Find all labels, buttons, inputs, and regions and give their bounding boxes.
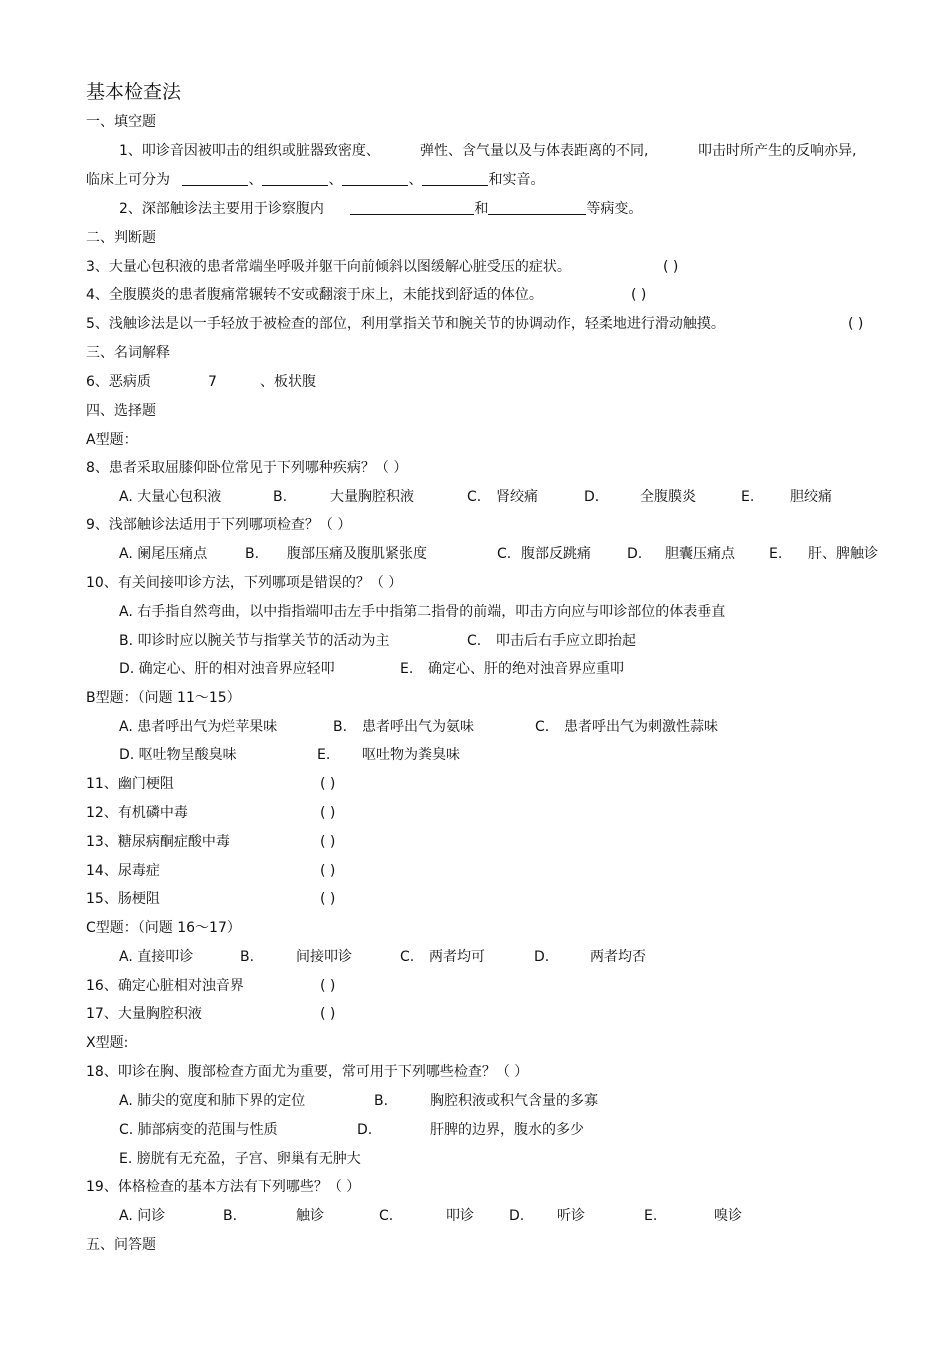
q3-text: 3、大量心包积液的患者常端坐呼吸并躯干向前倾斜以图缓解心脏受压的症状。 <box>86 259 571 275</box>
q18-option-a: A. 肺尖的宽度和肺下界的定位 <box>119 1093 306 1109</box>
answer-blank <box>342 171 408 186</box>
b-option-a: A. 患者呼出气为烂苹果味 <box>119 719 278 735</box>
q5-paren: ( ) <box>848 316 864 332</box>
q9-option: 胆囊压痛点 <box>665 546 735 562</box>
section-heading-choice: 四、选择题 <box>86 403 156 419</box>
q19-option: A. 问诊 <box>119 1208 166 1224</box>
c-option-label: C. <box>400 949 415 965</box>
q10-option-a: A. 右手指自然弯曲，以中指指端叩击左手中指第二指骨的前端，叩击方向应与叩诊部位的体表垂直 <box>119 604 726 620</box>
q2-and: 和 <box>474 201 489 217</box>
q4-text: 4、全腹膜炎的患者腹痛常辗转不安或翻滚于床上，未能找到舒适的体位。 <box>86 287 543 303</box>
c-option: 两者均可 <box>429 949 485 965</box>
section-heading-judge: 二、判断题 <box>86 230 156 246</box>
b-option-b: 患者呼出气为氨味 <box>362 719 474 735</box>
b-option-label: C. <box>535 719 550 735</box>
b-item-paren: ( ) <box>320 805 336 821</box>
q9-option: A. 阑尾压痛点 <box>119 546 208 562</box>
c-option: 两者均否 <box>590 949 646 965</box>
q18-option-c: C. 肺部病变的范围与性质 <box>119 1122 278 1138</box>
q8-option: 胆绞痛 <box>790 489 832 505</box>
c-item: 17、大量胸腔积液 <box>86 1006 202 1022</box>
c-item-paren: ( ) <box>320 978 336 994</box>
q8-option-label: E. <box>741 489 755 505</box>
q1-text-b: 弹性、含气量以及与体表距离的不同, <box>420 143 649 159</box>
b-option-d: D. 呕吐物呈酸臭味 <box>119 747 237 763</box>
q19-option: 触诊 <box>296 1208 324 1224</box>
q10-option-label: E. <box>400 661 414 677</box>
q18-option-label: D. <box>357 1122 373 1138</box>
c-option-label: B. <box>240 949 255 965</box>
q19-option-label: C. <box>379 1208 394 1224</box>
section-heading-terms: 三、名词解释 <box>86 345 170 361</box>
q7-number: 7 <box>208 374 217 390</box>
b-option-label: E. <box>317 747 331 763</box>
c-item-paren: ( ) <box>320 1006 336 1022</box>
c-option: 间接叩诊 <box>296 949 352 965</box>
q8-option-label: D. <box>584 489 600 505</box>
section-heading-qa: 五、问答题 <box>86 1237 156 1253</box>
q10-option-label: C. <box>467 633 482 649</box>
q1-text-c: 叩击时所产生的反响亦异, <box>698 143 857 159</box>
answer-blank <box>182 171 248 186</box>
q19-option: 叩诊 <box>446 1208 474 1224</box>
b-item-paren: ( ) <box>320 863 336 879</box>
q8-option: 肾绞痛 <box>496 489 538 505</box>
q9-option-label: C. <box>497 546 512 562</box>
q18-option-label: B. <box>374 1093 389 1109</box>
blank-separator: 、 <box>408 172 423 188</box>
answer-blank <box>422 171 488 186</box>
b-item: 13、糖尿病酮症酸中毒 <box>86 834 230 850</box>
x-type-heading: X型题: <box>86 1035 129 1051</box>
b-option-c: 患者呼出气为刺激性蒜味 <box>564 719 718 735</box>
section-heading-fill: 一、填空题 <box>86 114 156 130</box>
b-option-label: B. <box>333 719 348 735</box>
b-option-e: 呕吐物为粪臭味 <box>362 747 460 763</box>
q8-text: 8、患者采取屈膝仰卧位常见于下列哪种疾病？（ ） <box>86 460 408 476</box>
q4-paren: ( ) <box>631 287 647 303</box>
q19-option: 听诊 <box>557 1208 585 1224</box>
q9-option-label: D. <box>627 546 643 562</box>
blank-separator: 、 <box>328 172 343 188</box>
answer-blank <box>262 171 328 186</box>
q8-option-label: C. <box>467 489 482 505</box>
document-title: 基本检查法 <box>86 81 182 103</box>
q2-line <box>119 200 642 218</box>
q18-option-d: 肝脾的边界，腹水的多少 <box>430 1122 584 1138</box>
q18-option-b: 胸腔积液或积气含量的多寡 <box>430 1093 598 1109</box>
q18-option-e: E. 膀胱有无充盈，子宫、卵巢有无肿大 <box>119 1151 361 1167</box>
q8-option: 大量胸腔积液 <box>330 489 414 505</box>
q9-option-label: E. <box>769 546 783 562</box>
c-type-heading: C型题：（问题 16～17） <box>86 920 241 936</box>
q19-text: 19、体格检查的基本方法有下列哪些？（ ） <box>86 1179 361 1195</box>
b-type-heading: B型题：（问题 11～15） <box>86 690 241 706</box>
q18-text: 18、叩诊在胸、腹部检查方面尤为重要，常可用于下列哪些检查？（ ） <box>86 1064 529 1080</box>
answer-blank <box>488 200 586 215</box>
q10-option-c: 叩击后右手应立即抬起 <box>496 633 636 649</box>
q8-option: A. 大量心包积液 <box>119 489 222 505</box>
q1-line2 <box>86 171 544 189</box>
c-option: A. 直接叩诊 <box>119 949 194 965</box>
q1-lead: 临床上可分为 <box>86 172 170 188</box>
a-type-heading: A型题： <box>86 432 138 448</box>
q3-paren: ( ) <box>663 259 679 275</box>
b-item: 15、肠梗阻 <box>86 891 160 907</box>
q2-lead: 2、深部触诊法主要用于诊察腹内 <box>119 201 324 217</box>
q9-option: 腹部反跳痛 <box>521 546 591 562</box>
q1-text-a: 1、叩诊音因被叩击的组织或脏器致密度、 <box>119 143 380 159</box>
blank-separator: 、 <box>248 172 263 188</box>
q9-option: 肝、脾触诊 <box>808 546 878 562</box>
q9-text: 9、浅部触诊法适用于下列哪项检查？（ ） <box>86 517 352 533</box>
q19-option-label: D. <box>509 1208 525 1224</box>
q19-option-label: E. <box>644 1208 658 1224</box>
b-item-paren: ( ) <box>320 891 336 907</box>
q10-text: 10、有关间接叩诊方法，下列哪项是错误的？（ ） <box>86 575 403 591</box>
q8-option-label: B. <box>273 489 288 505</box>
q10-option-b: B. 叩诊时应以腕关节与指掌关节的活动为主 <box>119 633 390 649</box>
q10-option-e: 确定心、肝的绝对浊音界应重叩 <box>428 661 624 677</box>
q1-tail: 和实音。 <box>488 172 545 188</box>
q10-option-d: D. 确定心、肝的相对浊音界应轻叩 <box>119 661 335 677</box>
b-item-paren: ( ) <box>320 776 336 792</box>
q19-option: 嗅诊 <box>714 1208 742 1224</box>
q2-tail: 等病变。 <box>586 201 643 217</box>
c-item: 16、确定心脏相对浊音界 <box>86 978 244 994</box>
b-item: 14、尿毒症 <box>86 863 160 879</box>
b-item-paren: ( ) <box>320 834 336 850</box>
q5-text: 5、浅触诊法是以一手轻放于被检查的部位，利用掌指关节和腕关节的协调动作，轻柔地进行滑动触摸。 <box>86 316 725 332</box>
q7-text: 、板状腹 <box>260 374 316 390</box>
b-item: 11、幽门梗阻 <box>86 776 174 792</box>
q9-option: 腹部压痛及腹肌紧张度 <box>287 546 427 562</box>
q19-option-label: B. <box>223 1208 238 1224</box>
c-option-label: D. <box>534 949 550 965</box>
q8-option: 全腹膜炎 <box>640 489 696 505</box>
q6-text: 6、恶病质 <box>86 374 151 390</box>
answer-blank <box>350 200 474 215</box>
b-item: 12、有机磷中毒 <box>86 805 188 821</box>
q9-option-label: B. <box>245 546 260 562</box>
